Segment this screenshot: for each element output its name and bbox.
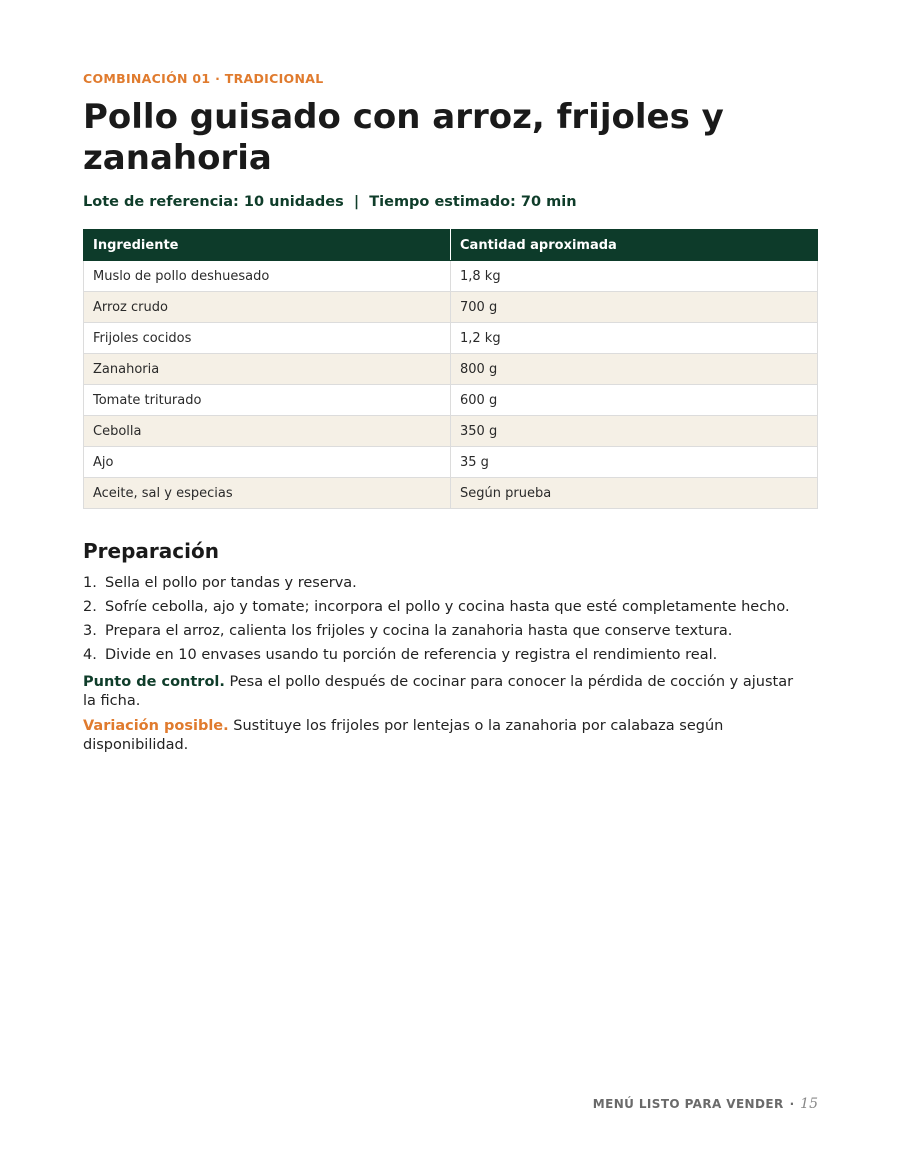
preparation-steps [83,571,818,667]
table-row [84,416,818,447]
variation-text: Sustituye los frijoles por lentejas o la zanahoria por calabaza según disponibilidad. [83,718,724,753]
footer-title: MENÚ LISTO PARA VENDER [592,1097,784,1111]
variation-label: Variación posible. [83,718,229,734]
ingredient-cell: Ajo [84,447,451,478]
quantity-cell: 800 g [451,354,818,385]
page-title: Pollo guisado con arroz, frijoles y zanahoria [83,97,724,178]
preparation-heading: Preparación [83,539,219,563]
page-footer [593,1096,818,1112]
control-point-label: Punto de control. [83,674,225,690]
step-number: 1. [83,575,97,591]
table-row [84,292,818,323]
step-number: 4. [83,647,97,663]
table-header-row [84,230,818,261]
ingredient-cell: Arroz crudo [84,292,451,323]
page-number: 15 [800,1096,818,1112]
step-text: Divide en 10 envases usando tu porción de referencia y registra el rendimiento real. [105,647,718,663]
table-row [84,385,818,416]
ingredient-cell: Frijoles cocidos [84,323,451,354]
footer-separator: · [789,1097,795,1111]
table-row [84,323,818,354]
table-row [84,478,818,509]
table-row [84,354,818,385]
quantity-cell: 600 g [451,385,818,416]
column-header-quantity: Cantidad aproximada [451,230,818,261]
table-row [84,261,818,292]
ingredient-cell: Tomate triturado [84,385,451,416]
quantity-cell: 700 g [451,292,818,323]
quantity-cell: 350 g [451,416,818,447]
list-item [83,571,818,595]
control-point-text: Pesa el pollo después de cocinar para conocer la pérdida de cocción y ajustar la ficha. [83,674,794,709]
table-row [84,447,818,478]
variation-note [83,717,803,755]
step-text: Sella el pollo por tandas y reserva. [105,575,357,591]
quantity-cell: 35 g [451,447,818,478]
step-number: 3. [83,623,97,639]
quantity-cell: 1,2 kg [451,323,818,354]
step-text: Sofríe cebolla, ajo y tomate; incorpora el pollo y cocina hasta que esté completamente hecho. [105,599,790,615]
ingredient-cell: Aceite, sal y especias [84,478,451,509]
ingredient-cell: Muslo de pollo deshuesado [84,261,451,292]
ingredients-table [83,229,818,509]
combination-label: COMBINACIÓN 01 · TRADICIONAL [83,71,324,86]
ingredient-cell: Zanahoria [84,354,451,385]
list-item [83,643,818,667]
quantity-cell: Según prueba [451,478,818,509]
batch-info: Lote de referencia: 10 unidades | Tiempo estimado: 70 min [83,194,577,210]
control-point-note [83,673,803,711]
column-header-ingredient: Ingrediente [84,230,451,261]
quantity-cell: 1,8 kg [451,261,818,292]
list-item [83,595,818,619]
ingredient-cell: Cebolla [84,416,451,447]
step-text: Prepara el arroz, calienta los frijoles y cocina la zanahoria hasta que conserve textura. [105,623,733,639]
step-number: 2. [83,599,97,615]
list-item [83,619,818,643]
